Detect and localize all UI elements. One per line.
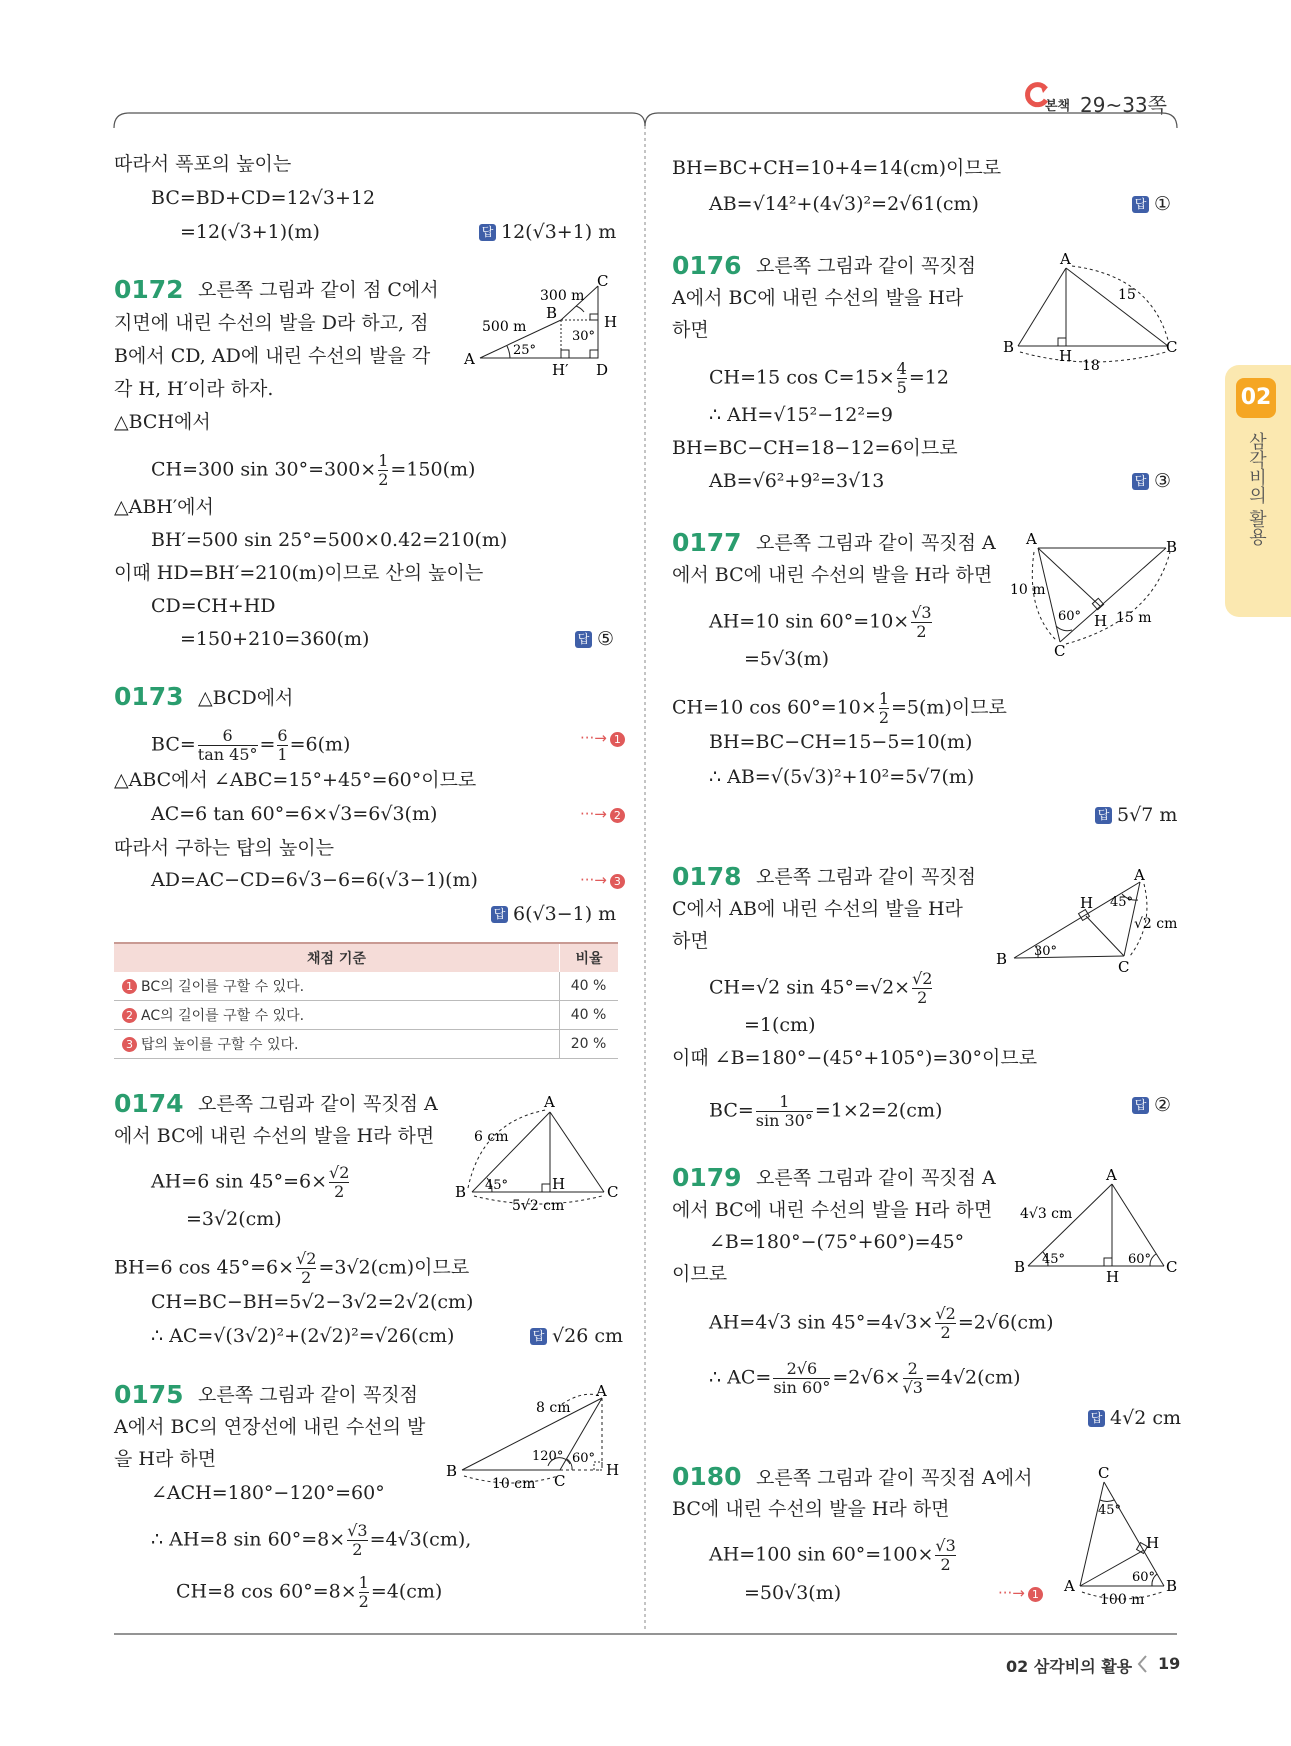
text-line: 오른쪽 그림과 같이 꼭짓점 A에서: [756, 1467, 1033, 1489]
text-line: 을 H라 하면: [114, 1448, 217, 1470]
table-row: 3 탑의 높이를 구할 수 있다. 20 %: [114, 1030, 618, 1059]
fig-label: A: [464, 350, 475, 368]
text-line: 따라서 구하는 탑의 높이는: [114, 837, 335, 859]
equation-line: =150+210=360(m): [180, 628, 370, 650]
step-marker: ···→ 1: [580, 728, 625, 748]
text-line: 오른쪽 그림과 같이 꼭짓점: [756, 866, 977, 888]
text-line: △BCD에서: [198, 687, 294, 709]
figure-0172: [460, 274, 630, 380]
problem-number: 0172: [114, 275, 184, 304]
figure-0176: [1000, 252, 1182, 376]
text-line: 오른쪽 그림과 같이 꼭짓점 A: [198, 1093, 438, 1115]
step-marker: ···→ 3: [580, 870, 625, 890]
problem-number: 0174: [114, 1089, 184, 1118]
svg-text:C: C: [1118, 958, 1130, 976]
equation-line: =1(cm): [744, 1014, 816, 1036]
answer-badge: 답 ③: [1132, 469, 1171, 493]
svg-text:60°: 60°: [572, 1451, 596, 1466]
svg-text:8 cm: 8 cm: [536, 1400, 571, 1416]
equation-line: BH=BC−CH=18−12=6이므로: [672, 437, 958, 459]
chevron-left-icon: [1136, 1654, 1148, 1674]
step-marker: ···→ 1: [998, 1583, 1043, 1603]
text-line: 오른쪽 그림과 같이 꼭짓점 A: [756, 532, 996, 554]
svg-text:60°: 60°: [1058, 609, 1082, 624]
svg-text:H: H: [1106, 1268, 1120, 1286]
table-row: 1 BC의 길이를 구할 수 있다. 40 %: [114, 972, 618, 1001]
problem-number: 0180: [672, 1462, 742, 1491]
problem-number: 0178: [672, 862, 742, 891]
svg-text:C: C: [1166, 338, 1178, 356]
svg-text:H: H: [552, 1175, 566, 1193]
equation-line: ∴ AH=√15²−12²=9: [709, 404, 893, 426]
table-row: 2 AC의 길이를 구할 수 있다. 40 %: [114, 1001, 618, 1030]
footer-chapter: 02 삼각비의 활용: [1006, 1657, 1133, 1676]
equation-line: CH=√2 sin 45°=√2× $\frac{√2}{2}$: [709, 969, 933, 1007]
equation-line: CH=300 sin 30°=300× $\frac{1}{2}$ =150(m): [151, 451, 476, 489]
svg-text:5√2 cm: 5√2 cm: [512, 1198, 565, 1214]
equation-line: BC= $\frac{6}{\tan 45^\circ}$ = $\frac{6}{1}$ =6(m): [151, 726, 351, 764]
fig-label: 30°: [572, 329, 596, 344]
fig-label: 500 m: [482, 319, 527, 335]
svg-text:B: B: [1166, 538, 1178, 556]
svg-text:45°: 45°: [1042, 1252, 1066, 1267]
answer-badge: 답 4√2 cm: [1088, 1406, 1181, 1430]
equation-line: AH=10 sin 60°=10× $\frac{√3}{2}$: [709, 603, 932, 641]
text-line: 에서 BC에 내린 수선의 발을 H라 하면: [114, 1125, 435, 1147]
svg-text:B: B: [446, 1462, 458, 1480]
text-line: 오른쪽 그림과 같이 꼭짓점: [198, 1384, 419, 1406]
step-marker: ···→ 2: [580, 804, 625, 824]
equation-line: AH=6 sin 45°=6× $\frac{√2}{2}$: [151, 1163, 350, 1201]
text-line: 하면: [672, 930, 709, 952]
svg-text:C: C: [1054, 642, 1066, 658]
svg-text:A: A: [1134, 866, 1145, 884]
text-line: A에서 BC에 내린 수선의 발을 H라: [672, 287, 964, 309]
svg-text:B: B: [455, 1183, 467, 1201]
svg-text:10 m: 10 m: [1010, 582, 1046, 598]
equation-line: BH=BC−CH=15−5=10(m): [709, 731, 973, 753]
svg-text:18: 18: [1082, 358, 1100, 374]
equation-line: BC=BD+CD=12√3+12: [151, 187, 376, 209]
svg-text:C: C: [554, 1472, 566, 1490]
equation-line: AC=6 tan 60°=6×√3=6√3(m): [151, 803, 438, 825]
equation-line: =12(√3+1)(m): [180, 221, 320, 243]
text-line: 이므로: [672, 1263, 728, 1285]
svg-text:15 m: 15 m: [1116, 610, 1152, 626]
equation-line: CH=BC−BH=5√2−3√2=2√2(cm): [151, 1291, 474, 1313]
equation-line: ∴ AC= $\frac{2√6}{\sin 60^\circ}$ =2√6× $\frac{2}{√3}$ =4√2(cm): [709, 1359, 1021, 1397]
text-line: 각 H, H′이라 하자.: [114, 378, 274, 400]
equation-line: 이때 ∠B=180°−(45°+105°)=30°이므로: [672, 1047, 1038, 1069]
text-line: 오른쪽 그림과 같이 점 C에서: [198, 279, 439, 301]
svg-text:C: C: [1098, 1464, 1110, 1482]
figure-0178: [994, 866, 1180, 978]
equation-line: AH=4√3 sin 45°=4√3× $\frac{√2}{2}$ =2√6(cm): [709, 1304, 1054, 1342]
fig-label: D: [596, 361, 609, 379]
figure-0174: [452, 1092, 624, 1216]
equation-line: AD=AC−CD=6√3−6=6(√3−1)(m): [151, 869, 478, 891]
answer-badge: 답 6(√3−1) m: [491, 902, 616, 926]
svg-text:15: 15: [1118, 287, 1136, 303]
scoring-table: [114, 942, 618, 1059]
svg-text:H: H: [1146, 1534, 1160, 1552]
problem-number: 0179: [672, 1163, 742, 1192]
page-number: 19: [1158, 1654, 1181, 1673]
chapter-number: 02: [1236, 378, 1276, 418]
text-line: A에서 BC의 연장선에 내린 수선의 발: [114, 1416, 426, 1438]
svg-text:A: A: [1026, 530, 1037, 548]
svg-text:30°: 30°: [1034, 944, 1058, 959]
equation-line: ∠B=180°−(75°+60°)=45°: [709, 1231, 965, 1253]
svg-text:B: B: [996, 950, 1008, 968]
figure-0180: [1060, 1464, 1184, 1608]
svg-text:45°: 45°: [485, 1178, 509, 1193]
figure-0175: [444, 1382, 624, 1494]
svg-text:H: H: [606, 1461, 620, 1479]
svg-text:60°: 60°: [1128, 1252, 1152, 1267]
problem-number: 0173: [114, 682, 184, 711]
text-line: 에서 BC에 내린 수선의 발을 H라 하면: [672, 564, 993, 586]
equation-line: ∴ AB=√(5√3)²+10²=5√7(m): [709, 766, 975, 788]
text-line: 따라서 폭포의 높이는: [114, 153, 292, 175]
answer-badge: 답 12(√3+1) m: [479, 220, 616, 244]
table-header: 채점 기준: [114, 943, 560, 972]
svg-text:A: A: [1060, 252, 1071, 268]
equation-line: CH=10 cos 60°=10× $\frac{1}{2}$ =5(m)이므로: [672, 689, 1007, 727]
fig-label: 300 m: [540, 288, 585, 304]
text-line: △ABC에서 ∠ABC=15°+45°=60°이므로: [114, 769, 477, 791]
equation-line: CH=15 cos C=15× $\frac{4}{5}$ =12: [709, 359, 949, 397]
header-book-label: 본책: [1045, 99, 1071, 114]
answer-badge: 답 ⑤: [575, 627, 614, 651]
equation-line: =5√3(m): [744, 648, 830, 670]
equation-line: ∠ACH=180°−120°=60°: [151, 1482, 385, 1504]
chapter-label: 삼각비의 활용: [1246, 432, 1267, 546]
svg-text:100 m: 100 m: [1100, 1592, 1145, 1608]
equation-line: CH=8 cos 60°=8× $\frac{1}{2}$ =4(cm): [176, 1573, 443, 1611]
text-line: 오른쪽 그림과 같이 꼭짓점: [756, 255, 977, 277]
text-line: 지면에 내린 수선의 발을 D라 하고, 점: [114, 312, 429, 334]
answer-badge: 답 5√7 m: [1095, 803, 1177, 827]
svg-text:4√3 cm: 4√3 cm: [1020, 1206, 1073, 1222]
svg-text:45°: 45°: [1110, 895, 1134, 910]
text-line: BC에 내린 수선의 발을 H라 하면: [672, 1498, 950, 1520]
fig-label: H: [604, 313, 618, 331]
fig-label: B: [546, 304, 558, 322]
svg-text:10 cm: 10 cm: [492, 1476, 536, 1492]
equation-line: AH=100 sin 60°=100× $\frac{√3}{2}$: [709, 1536, 956, 1574]
svg-text:√2 cm: √2 cm: [1134, 916, 1178, 932]
equation-line: CD=CH+HD: [151, 595, 276, 617]
text-line: △BCH에서: [114, 411, 211, 433]
svg-text:C: C: [1166, 1258, 1178, 1276]
svg-text:A: A: [544, 1093, 555, 1111]
answer-badge: 답 ②: [1132, 1093, 1171, 1117]
svg-text:B: B: [1014, 1258, 1026, 1276]
figure-0177: [1002, 530, 1182, 658]
equation-line: ∴ AC=√(3√2)²+(2√2)²=√26(cm): [151, 1325, 455, 1347]
equation-line: BC= $\frac{1}{\sin 30^\circ}$ =1×2=2(cm): [709, 1092, 943, 1130]
svg-text:C: C: [607, 1183, 619, 1201]
problem-number: 0175: [114, 1380, 184, 1409]
problem-number: 0176: [672, 251, 742, 280]
svg-text:B: B: [1003, 338, 1015, 356]
svg-text:A: A: [596, 1382, 607, 1400]
svg-text:H: H: [1094, 612, 1108, 630]
fig-label: H′: [552, 361, 569, 379]
equation-line: BH′=500 sin 25°=500×0.42=210(m): [151, 529, 508, 551]
equation-line: =3√2(cm): [186, 1208, 282, 1230]
svg-text:120°: 120°: [532, 1449, 564, 1464]
svg-text:A: A: [1106, 1166, 1117, 1184]
equation-line: AB=√14²+(4√3)²=2√61(cm): [709, 193, 979, 215]
fig-label: C: [597, 274, 609, 290]
text-line: B에서 CD, AD에 내린 수선의 발을 각: [114, 345, 431, 367]
svg-text:6 cm: 6 cm: [474, 1129, 509, 1145]
figure-0179: [1000, 1166, 1182, 1288]
text-line: 에서 BC에 내린 수선의 발을 H라 하면: [672, 1199, 993, 1221]
equation-line: BH=BC+CH=10+4=14(cm)이므로: [672, 157, 1002, 179]
equation-line: BH=6 cos 45°=6× $\frac{√2}{2}$ =3√2(cm)이므로: [114, 1249, 470, 1287]
equation-line: =50√3(m): [744, 1582, 842, 1604]
text-line: C에서 AB에 내린 수선의 발을 H라: [672, 898, 963, 920]
svg-text:A: A: [1064, 1577, 1075, 1595]
problem-number: 0177: [672, 528, 742, 557]
text-line: 오른쪽 그림과 같이 꼭짓점 A: [756, 1167, 996, 1189]
svg-text:60°: 60°: [1132, 1570, 1156, 1585]
answer-badge: 답 √26 cm: [530, 1324, 623, 1348]
svg-text:45°: 45°: [1098, 1503, 1122, 1518]
svg-text:H: H: [1059, 347, 1073, 365]
table-header: 비율: [560, 943, 619, 972]
equation-line: ∴ AH=8 sin 60°=8× $\frac{√3}{2}$ =4√3(cm),: [151, 1521, 472, 1559]
text-line: △ABH′에서: [114, 496, 214, 518]
svg-text:B: B: [1166, 1577, 1178, 1595]
answer-badge: 답 ①: [1132, 192, 1171, 216]
svg-text:H: H: [1080, 894, 1094, 912]
text-line: 이때 HD=BH′=210(m)이므로 산의 높이는: [114, 562, 484, 584]
header-pages: 29~33쪽: [1080, 93, 1167, 117]
equation-line: AB=√6²+9²=3√13: [709, 470, 885, 492]
fig-label: 25°: [513, 343, 537, 358]
text-line: 하면: [672, 319, 709, 341]
